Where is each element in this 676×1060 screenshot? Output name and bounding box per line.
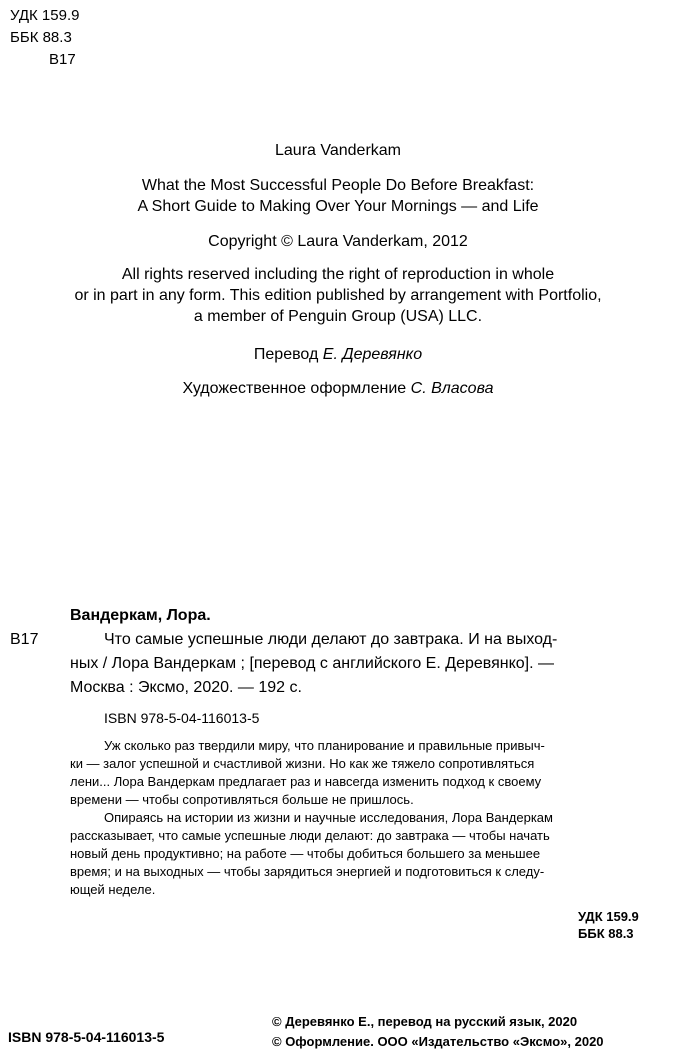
footer-copyright-design: © Оформление. ООО «Издательство «Эксмо», 2020 — [272, 1034, 604, 1049]
biblio-author-mark: В17 — [10, 631, 39, 648]
designer-name: С. Власова — [410, 380, 494, 397]
biblio-isbn: ISBN 978-5-04-116013-5 — [104, 710, 260, 726]
biblio-author-heading: Вандеркам, Лора. — [70, 607, 211, 624]
original-copyright: Copyright © Laura Vanderkam, 2012 — [208, 233, 468, 250]
author-mark-top: В17 — [49, 51, 76, 68]
bbk-code-bottom: ББК 88.3 — [578, 926, 634, 941]
translation-credit — [0, 344, 676, 365]
annotation-p2-line-4: время; и на выходных — чтобы зарядиться энергией и подготовиться к следу- — [70, 864, 545, 879]
annotation-p2-line-2: рассказывает, что самые успешные люди делают: до завтрака — чтобы начать — [70, 828, 550, 843]
annotation-p2-line-1: Опираясь на истории из жизни и научные исследования, Лора Вандеркам — [104, 810, 553, 825]
original-edition-title: What the Most Successful People Do Before Breakfast: A Short Guide to Making Over Your Mornings — and Life — [137, 177, 539, 215]
original-edition-author: Laura Vanderkam — [275, 142, 401, 159]
annotation-p2-line-3: новый день продуктивно; на работе — чтобы добиться большего за меньшее — [70, 846, 541, 861]
udk-code-bottom: УДК 159.9 — [578, 909, 639, 924]
design-credit — [0, 378, 676, 399]
annotation-p1-line-3: лени... Лора Вандеркам предлагает раз и навсегда изменить подход к своему — [70, 774, 542, 789]
footer-copyright-translation: © Деревянко Е., перевод на русский язык, 2020 — [272, 1014, 578, 1029]
biblio-title-line-2: ных / Лора Вандеркам ; [перевод с английского Е. Деревянко]. — — [70, 655, 554, 672]
biblio-title-line-3: Москва : Эксмо, 2020. — 192 с. — [70, 679, 302, 696]
rights-notice: All rights reserved including the right of reproduction in whole or in part in any form. This edition published by arrangement with Portfolio, a member of Penguin Group (USA) LLC. — [74, 266, 602, 325]
udk-code-top: УДК 159.9 — [10, 7, 80, 24]
translation-label: Перевод — [253, 346, 319, 363]
annotation-p1-line-1: Уж сколько раз твердили миру, что планирование и правильные привыч- — [104, 738, 545, 753]
biblio-title-line-1: Что самые успешные люди делают до завтрака. И на выход- — [104, 631, 558, 648]
design-label: Художественное оформление — [182, 380, 407, 397]
annotation-p2-line-5: ющей неделе. — [70, 882, 156, 897]
bbk-code-top: ББК 88.3 — [10, 29, 72, 46]
footer-isbn: ISBN 978-5-04-116013-5 — [8, 1029, 165, 1045]
annotation-p1-line-2: ки — залог успешной и счастливой жизни. Но как же тяжело сопротивляться — [70, 756, 535, 771]
annotation-p1-line-4: времени — чтобы сопротивляться больше не пришлось. — [70, 792, 414, 807]
translator-name: Е. Деревянко — [322, 346, 423, 363]
